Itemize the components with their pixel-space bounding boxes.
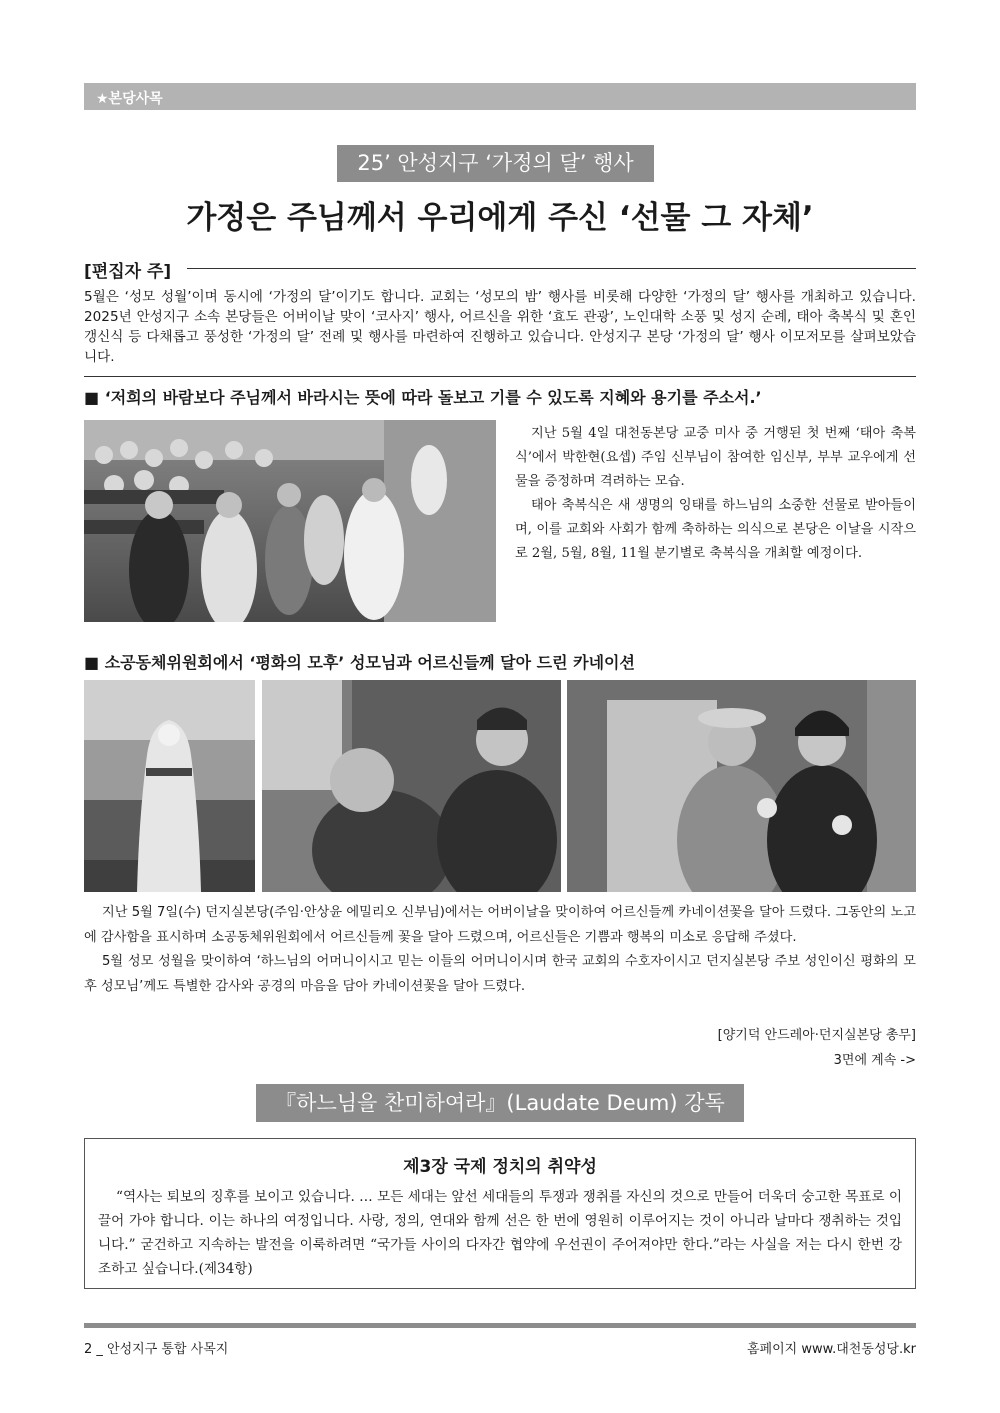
story1-text: [515, 422, 916, 566]
section-label: ★본당사목: [96, 91, 163, 107]
footer-page-label: 2 _ 안성지구 통합 사목지: [84, 1342, 229, 1357]
blessing-ceremony-photo: [84, 420, 496, 622]
event-tag: 25’ 안성지구 ‘가정의 달’ 행사: [337, 145, 654, 182]
editor-note-label: [편집자 주]: [84, 262, 172, 282]
story2-heading: ■ 소공동체위원회에서 ‘평화의 모후’ 성모님과 어르신들께 달아 드린 카네이션: [84, 653, 635, 672]
mary-statue-photo: [84, 680, 255, 892]
story2-text: [84, 901, 916, 999]
footer-bar: [84, 1323, 916, 1328]
footer-homepage: 홈페이지 www.대천동성당.kr: [747, 1342, 916, 1357]
story1-heading: ■ ‘저희의 바람보다 주님께서 바라시는 뜻에 따라 돌보고 기를 수 있도록 지혜와 용기를 주소서.’: [84, 388, 762, 407]
corsage-women-photo: [567, 680, 916, 892]
headline: 가정은 주님께서 우리에게 주신 ‘선물 그 자체’: [186, 200, 814, 236]
story2-paragraph-1: 지난 5월 7일(수) 던지실본당(주임·안상윤 에밀리오 신부님)에서는 어버이날을 맞이하여 어르신들께 카네이션꽃을 달아 드렸다. 그동안의 노고에 감사함을 표시하며 소공동체위원회에서 어르신들께 꽃을 달아 드렸으며, 어르신들은 기쁨과 행복의 미소로 응답해 주셨다.: [84, 905, 916, 945]
editor-note-text: 5월은 ‘성모 성월’이며 동시에 ‘가정의 달’이기도 합니다. 교회는 ‘성모의 밤’ 행사를 비롯해 다양한 ‘가정의 달’ 행사를 개최하고 있습니다. 2025년 안성지구 소속 본당들은 어버이날 맞이 ‘코사지’ 행사, 어르신을 위한 ‘효도 관광’, 노인대학 소풍 및 성지 순례, 태아 축복식 및 혼인 갱신식 등 다채롭고 풍성한 ‘가정의 달’ 전례 및 행사를 마련하여 진행하고 있습니다. 안성지구 본당 ‘가정의 달’ 행사 이모저모를 살펴보았습니다.: [84, 289, 916, 365]
author-credit: [양기덕 안드레아·던지실본당 총무]: [717, 1028, 916, 1043]
continued-note: 3면에 계속 ->: [833, 1053, 916, 1068]
story1-paragraph-2: 태아 축복식은 새 생명의 잉태를 하느님의 소중한 선물로 받아들이며, 이를 교회와 사회가 함께 축하하는 의식으로 본당은 이날을 시작으로 2월, 5월, 8월, 11월 분기별로 축복식을 개최할 예정이다.: [515, 498, 916, 561]
section-header-bar: [84, 83, 916, 110]
editor-divider: [187, 268, 916, 269]
laudate-deum-tag: 『하느님을 찬미하여라』(Laudate Deum) 강독: [256, 1084, 744, 1122]
story1-paragraph-1: 지난 5월 4일 대천동본당 교중 미사 중 거행된 첫 번째 ‘태아 축복식’에서 박한현(요셉) 주임 신부님이 참여한 임신부, 부부 교우에게 선물을 증정하며 격려하는 모습.: [515, 426, 916, 489]
laudate-chapter-title: 제3장 국제 정치의 취약성: [403, 1157, 597, 1177]
elderly-women-photo: [262, 680, 561, 892]
laudate-quote-text: “역사는 퇴보의 징후를 보이고 있습니다. … 모든 세대는 앞선 세대들의 투쟁과 쟁취를 자신의 것으로 만들어 더욱더 숭고한 목표로 이끌어 가야 합니다. 이는 하나의 여정입니다. 사랑, 정의, 연대와 함께 선은 한 번에 영원히 이루어지는 것이 아니라 날마다 쟁취하는 것입니다.” 굳건하고 지속하는 발전을 이룩하려면 “국가들 사이의 다자간 협약에 우선권이 주어져야만 한다.”라는 사실을 저는 다시 한번 강조하고 싶습니다.(제34항): [98, 1189, 902, 1277]
section-divider: [84, 376, 916, 377]
story2-paragraph-2: 5월 성모 성월을 맞이하여 ‘하느님의 어머니이시고 믿는 이들의 어머니이시며 한국 교회의 수호자이시고 던지실본당 주보 성인이신 평화의 모후 성모님’께도 특별한 감사와 공경의 마음을 담아 카네이션꽃을 달아 드렸다.: [84, 954, 916, 994]
